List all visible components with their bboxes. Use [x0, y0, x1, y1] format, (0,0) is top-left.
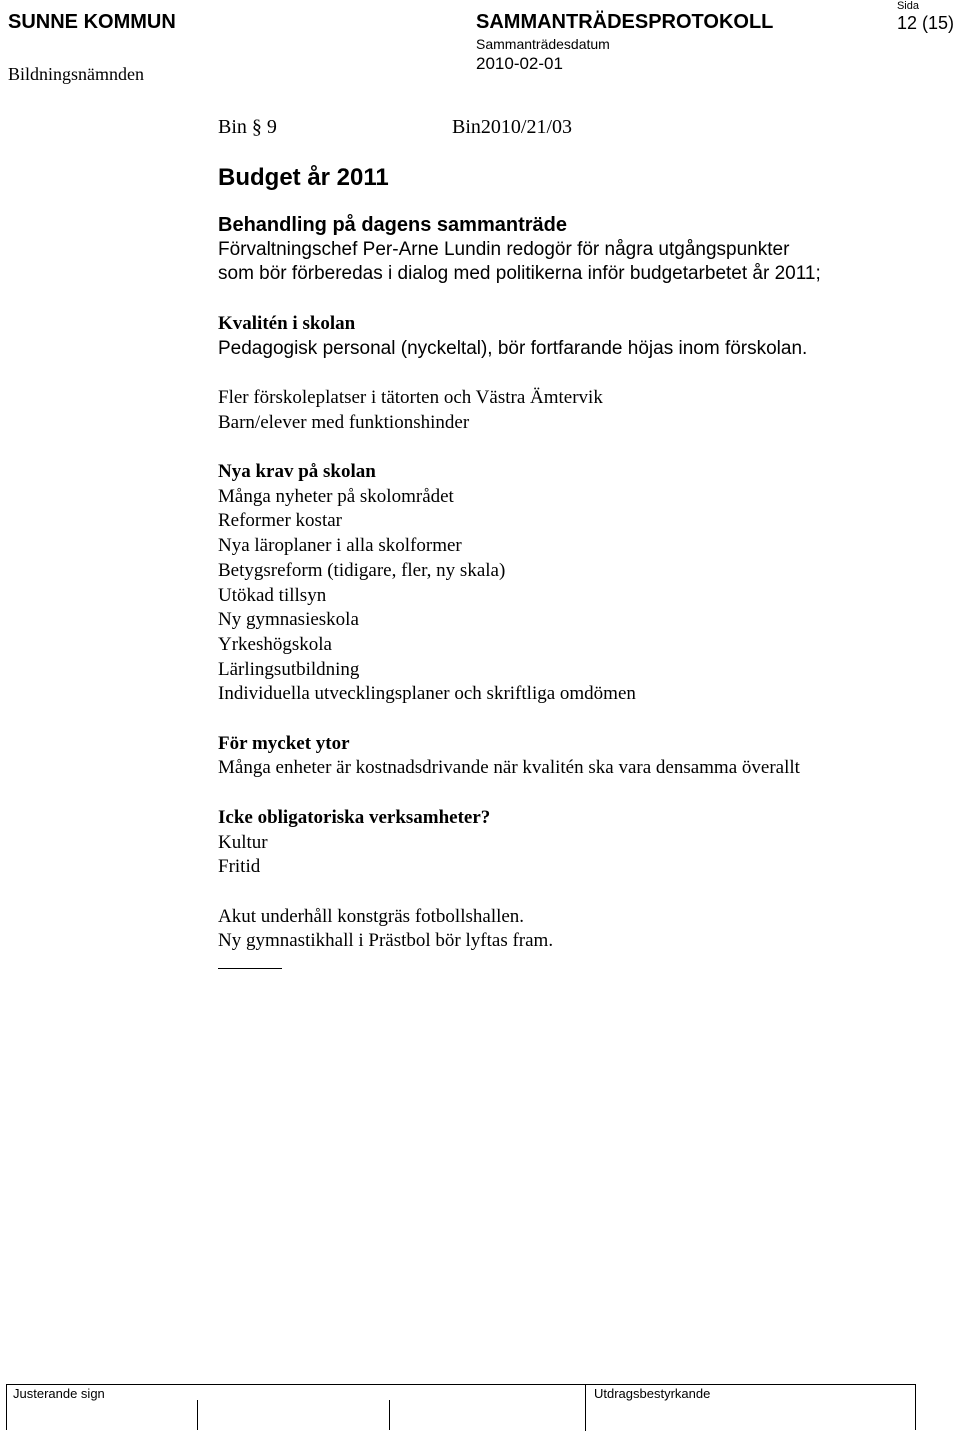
list-item: Utökad tillsyn [218, 584, 327, 606]
list-item: Fritid [218, 856, 261, 878]
paragraph-reference: Bin § 9 [218, 116, 277, 138]
quality-line: Barn/elever med funktionshinder [218, 411, 470, 433]
list-item: Kultur [218, 831, 268, 853]
treatment-heading: Behandling på dagens sammanträde [218, 214, 567, 236]
justifying-signature-label: Justerande sign [13, 1386, 105, 1401]
quality-line: Fler förskoleplatser i tätorten och Västra Ämtervik [218, 386, 603, 408]
signature-footer [6, 1384, 916, 1430]
page-label: Sida [896, 0, 919, 12]
document-type: SAMMANTRÄDESPROTOKOLL [476, 11, 774, 33]
signature-divider [197, 1400, 198, 1430]
quality-heading: Kvalitén i skolan [218, 312, 356, 334]
closing-line: Ny gymnastikhall i Prästbol bör lyftas fram. [218, 930, 554, 952]
case-number: Bin2010/21/03 [452, 116, 573, 138]
meeting-date-label: Sammanträdesdatum [476, 36, 610, 52]
list-item: Nya läroplaner i alla skolformer [218, 535, 462, 557]
list-item: Lärlingsutbildning [218, 658, 360, 680]
board-name: Bildningsnämnden [8, 64, 144, 84]
intro-line: som bör förberedas i dialog med politikerna inför budgetarbetet år 2011; [218, 263, 821, 285]
quality-line: Pedagogisk personal (nyckeltal), bör fortfarande höjas inom förskolan. [218, 337, 808, 359]
list-item: Många nyheter på skolområdet [218, 485, 454, 507]
space-heading: För mycket ytor [218, 732, 350, 754]
extract-certification-label: Utdragsbestyrkande [594, 1386, 711, 1401]
footer-divider [585, 1385, 586, 1431]
signature-divider [389, 1400, 390, 1430]
list-item: Reformer kostar [218, 510, 342, 532]
minutes-body [218, 213, 821, 969]
end-rule [218, 968, 282, 969]
list-item: Individuella utvecklingsplaner och skriftliga omdömen [218, 683, 636, 705]
page-title: Budget år 2011 [218, 164, 389, 191]
intro-line: Förvaltningschef Per-Arne Lundin redogör för några utgångspunkter [218, 238, 790, 260]
organization-name: SUNNE KOMMUN [8, 11, 176, 33]
optional-heading: Icke obligatoriska verksamheter? [218, 806, 491, 828]
list-item: Ny gymnasieskola [218, 609, 359, 631]
closing-line: Akut underhåll konstgräs fotbollshallen. [218, 905, 525, 927]
list-item: Yrkeshögskola [218, 633, 332, 655]
list-item: Betygsreform (tidigare, fler, ny skala) [218, 559, 506, 581]
page-number: 12 (15) [896, 13, 954, 33]
meeting-date: 2010-02-01 [476, 54, 563, 73]
demands-heading: Nya krav på skolan [218, 460, 376, 482]
space-line: Många enheter är kostnadsdrivande när kvalitén ska vara densamma överallt [218, 757, 800, 779]
